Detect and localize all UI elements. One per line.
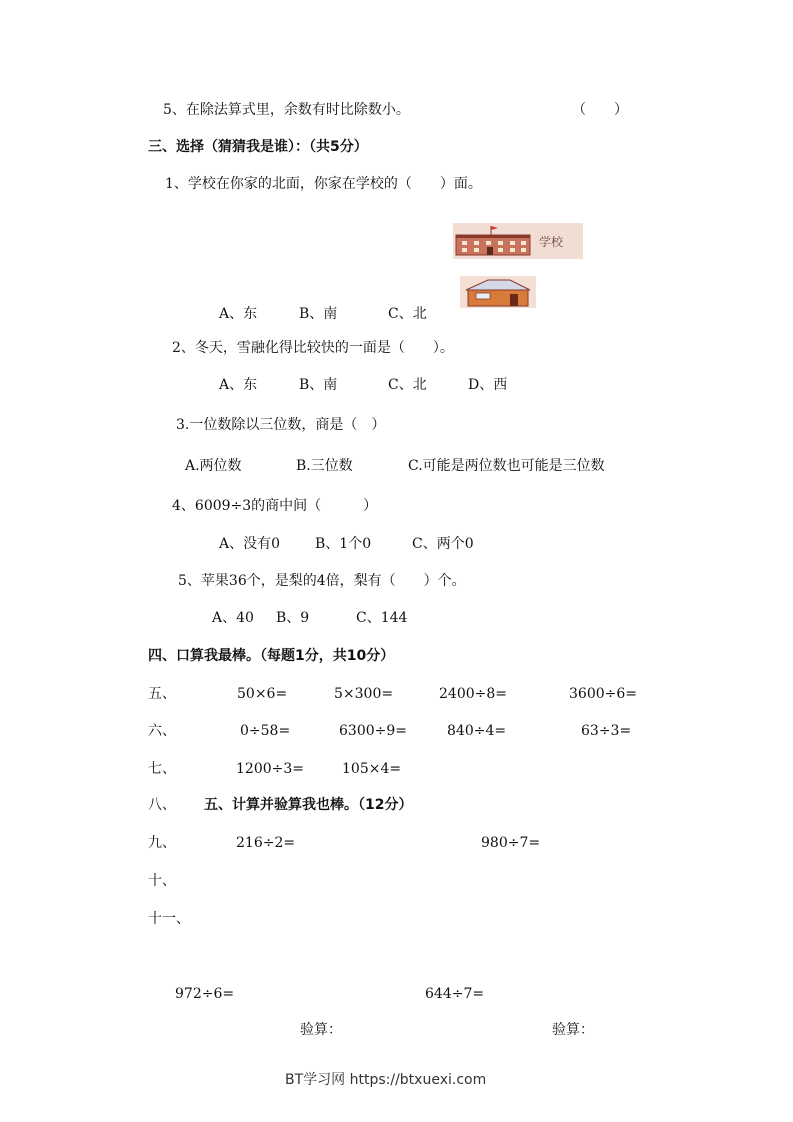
question-3-option-a: A.两位数 [185,458,242,474]
section-3-title: 三、选择（猜猜我是谁）：（共5分） [148,139,368,155]
row-5-label: 五、 [148,686,176,702]
row-5-item-3: 2400÷8= [439,686,507,702]
judge-item-5-paren: （ ） [572,102,628,118]
question-2-option-d: D、西 [468,377,508,393]
check-label-1: 验算： [300,1022,342,1038]
question-1-option-a: A、东 [219,306,258,322]
calc-item-2: 644÷7= [425,986,485,1002]
question-5-option-a: A、40 [212,610,254,626]
section-4-title: 四、口算我最棒。（每题1分，共10分） [148,648,395,664]
question-3-option-b: B.三位数 [296,458,353,474]
row-5-item-4: 3600÷6= [569,686,637,702]
question-2-option-a: A、东 [219,377,258,393]
question-4: 4、6009÷3的商中间（ ） [172,498,378,514]
question-5-option-c: C、144 [356,610,408,626]
row-6-item-1: 0÷58= [240,723,291,739]
judge-item-5: 5、在除法算式里，余数有时比除数小。 [163,102,410,118]
question-5-option-b: B、9 [276,610,310,626]
row-6-item-3: 840÷4= [447,723,507,739]
row-9-item-1: 216÷2= [236,835,296,851]
question-3-option-c: C.可能是两位数也可能是三位数 [408,458,605,474]
row-8-label: 八、 [148,797,176,813]
row-7-label: 七、 [148,761,176,777]
question-3: 3.一位数除以三位数，商是（ ） [176,417,386,433]
section-5-title: 五、计算并验算我也棒。（12分） [204,797,413,813]
row-11-label: 十一、 [148,911,190,927]
school-picture [453,223,583,259]
row-6-item-4: 63÷3= [581,723,632,739]
check-label-2: 验算： [552,1022,594,1038]
row-10-label: 十、 [148,873,176,889]
school-sign-text: 学校 [539,235,564,249]
row-7-item-2: 105×4= [342,761,402,777]
row-5-item-2: 5×300= [334,686,394,702]
row-6-label: 六、 [148,723,176,739]
row-7-item-1: 1200÷3= [236,761,304,777]
question-2: 2、冬天，雪融化得比较快的一面是（ ）。 [172,340,454,356]
question-1-option-c: C、北 [388,306,427,322]
question-2-option-b: B、南 [299,377,338,393]
calc-item-1: 972÷6= [175,986,235,1002]
footer-watermark: BT学习网 https://btxuexi.com [285,1072,487,1088]
question-4-option-b: B、1个0 [315,536,372,552]
row-9-label: 九、 [148,835,176,851]
question-5: 5、苹果36个，是梨的4倍，梨有（ ）个。 [178,573,466,589]
question-4-option-c: C、两个0 [412,536,474,552]
question-1-option-b: B、南 [299,306,338,322]
question-2-option-c: C、北 [388,377,427,393]
question-4-option-a: A、没有0 [219,536,281,552]
row-5-item-1: 50×6= [237,686,288,702]
row-6-item-2: 6300÷9= [339,723,407,739]
question-1: 1、学校在你家的北面，你家在学校的（ ）面。 [165,176,482,192]
row-9-item-2: 980÷7= [481,835,541,851]
house-picture [460,276,536,308]
